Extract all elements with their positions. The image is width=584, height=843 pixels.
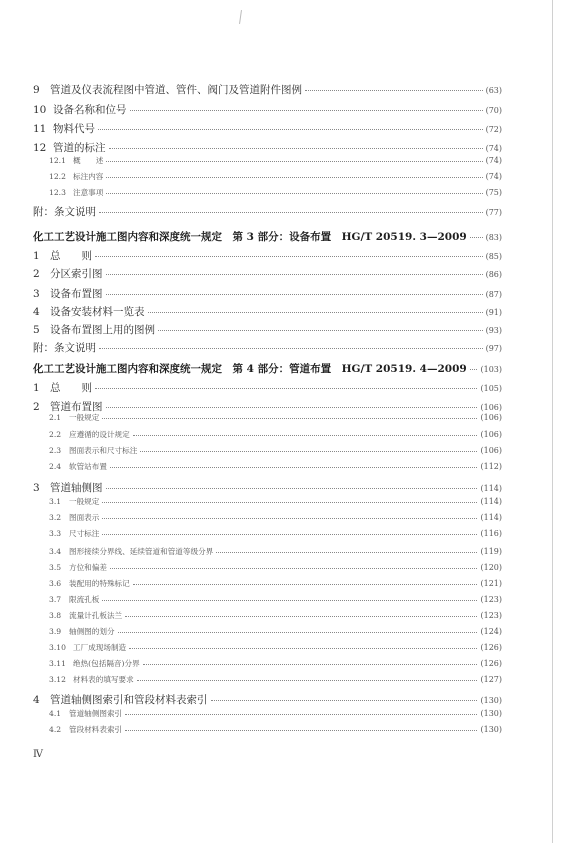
- toc-leader-dots: [133, 584, 478, 585]
- toc-row[interactable]: [33, 82, 502, 97]
- toc-page-number: (116): [480, 529, 502, 538]
- toc-leader-dots: [211, 700, 478, 701]
- toc-leader-dots: [216, 552, 477, 553]
- toc-leader-dots: [102, 600, 477, 601]
- toc-row[interactable]: [49, 708, 502, 719]
- toc-leader-dots: [109, 148, 483, 149]
- toc-row[interactable]: [33, 304, 502, 319]
- toc-row[interactable]: [49, 187, 502, 198]
- toc-number: 2.2: [49, 430, 62, 439]
- toc-title: 设备安装材料一览表: [50, 306, 145, 318]
- toc-title: 管道轴侧图索引: [69, 709, 123, 718]
- toc-leader-dots: [140, 451, 477, 452]
- toc-page-number: (105): [480, 384, 502, 393]
- toc-leader-dots: [102, 502, 477, 503]
- toc-leader-dots: [148, 312, 483, 313]
- toc-number: 4: [33, 306, 40, 318]
- toc-title: 图面表示: [69, 513, 100, 522]
- toc-page-number: (86): [485, 270, 502, 279]
- toc-page-number: (106): [480, 413, 502, 422]
- toc-leader-dots: [137, 680, 478, 681]
- toc-page-number: (130): [480, 696, 502, 705]
- toc-number: 12.2: [49, 172, 66, 181]
- toc-page-number: (74): [485, 172, 502, 181]
- toc-row[interactable]: [33, 229, 502, 244]
- toc-leader-dots: [133, 435, 478, 436]
- toc-page-number: (121): [480, 579, 502, 588]
- toc-title: 限流孔板: [69, 595, 100, 604]
- toc-title: 材料表的填写要求: [73, 675, 134, 684]
- toc-leader-dots: [106, 193, 482, 194]
- toc-leader-dots: [95, 256, 483, 257]
- toc-row[interactable]: [49, 610, 502, 621]
- toc-row[interactable]: [33, 204, 502, 219]
- toc-number: 2: [33, 401, 40, 413]
- toc-page-number: (70): [485, 106, 502, 115]
- toc-leader-dots: [106, 177, 482, 178]
- toc-leader-dots: [102, 534, 477, 535]
- toc-number: 12.1: [49, 156, 66, 165]
- toc-page-number: (112): [480, 462, 502, 471]
- toc-title: 图面表示和尺寸标注: [69, 446, 138, 455]
- toc-row[interactable]: [33, 322, 502, 337]
- toc-page-number: (83): [485, 233, 502, 242]
- toc-title: 化工工艺设计施工图内容和深度统一规定 第 3 部分：设备布置 HG/T 20519. 3—2009: [33, 231, 467, 243]
- toc-page-number: (114): [480, 513, 502, 522]
- toc-row[interactable]: [49, 642, 502, 653]
- toc-number: 10: [33, 104, 47, 116]
- toc-title: 管道布置图: [50, 401, 103, 413]
- toc-number: 3.12: [49, 675, 66, 684]
- toc-title: 绝热(包括隔音)分界: [73, 659, 140, 668]
- toc-page-number: (106): [480, 446, 502, 455]
- toc-row[interactable]: [33, 102, 502, 117]
- toc-title: 尺寸标注: [69, 529, 100, 538]
- toc-page-number: (130): [480, 725, 502, 734]
- toc-number: 2.3: [49, 446, 62, 455]
- toc-title: 方位和偏差: [69, 563, 107, 572]
- toc-leader-dots: [99, 212, 483, 213]
- toc-title: 设备布置图: [50, 288, 103, 300]
- toc-row[interactable]: [49, 512, 502, 523]
- toc-number: 3: [33, 288, 40, 300]
- toc-row[interactable]: [49, 528, 502, 539]
- toc-number: 3.5: [49, 563, 62, 572]
- toc-title: 管道轴侧图索引和管段材料表索引: [50, 694, 208, 706]
- toc-leader-dots: [110, 467, 478, 468]
- toc-title: 图形接续分界线、延续管道和管道等级分界: [69, 547, 214, 556]
- toc-title: 装配用的特殊标记: [69, 579, 130, 588]
- toc-title: 设备名称和位号: [53, 104, 127, 116]
- toc-title: 标注内容: [73, 172, 104, 181]
- toc-row[interactable]: [49, 429, 502, 440]
- toc-number: 3.7: [49, 595, 62, 604]
- toc-number: 3.2: [49, 513, 62, 522]
- toc-page-number: (63): [485, 86, 502, 95]
- toc-number: 1: [33, 250, 40, 262]
- toc-row[interactable]: [49, 626, 502, 637]
- toc-row[interactable]: [49, 496, 502, 507]
- toc-row[interactable]: [49, 546, 502, 557]
- toc-title: 总 则: [50, 250, 92, 262]
- toc-number: 9: [33, 84, 40, 96]
- toc-page-number: (74): [485, 144, 502, 153]
- toc-page-number: (124): [480, 627, 502, 636]
- toc-row[interactable]: [49, 724, 502, 735]
- toc-row[interactable]: [49, 171, 502, 182]
- toc-title: 流量计孔板法兰: [69, 611, 123, 620]
- toc-leader-dots: [125, 730, 477, 731]
- toc-title: 一般规定: [69, 413, 100, 422]
- toc-title: 一般规定: [69, 497, 100, 506]
- toc-row[interactable]: [33, 480, 502, 495]
- toc-page-number: (93): [485, 326, 502, 335]
- toc-number: 3.1: [49, 497, 62, 506]
- toc-number: 3.3: [49, 529, 62, 538]
- toc-page-number: (72): [485, 125, 502, 134]
- toc-leader-dots: [143, 664, 478, 665]
- toc-leader-dots: [110, 568, 478, 569]
- toc-leader-dots: [102, 418, 477, 419]
- toc-title: 物料代号: [53, 123, 95, 135]
- toc-title: 应遵循的设计规定: [69, 430, 130, 439]
- toc-page-number: (103): [480, 365, 502, 374]
- toc-row[interactable]: [33, 380, 502, 395]
- toc-leader-dots: [305, 90, 483, 91]
- toc-number: 11: [33, 123, 47, 135]
- toc-number: 2.1: [49, 413, 62, 422]
- toc-number: 1: [33, 382, 40, 394]
- toc-row[interactable]: [33, 266, 502, 281]
- toc-page-number: (119): [480, 547, 502, 556]
- toc-row[interactable]: [49, 461, 502, 472]
- toc-title: 工厂成现场制造: [73, 643, 127, 652]
- toc-page-number: (127): [480, 675, 502, 684]
- page-number: Ⅳ: [33, 749, 43, 760]
- toc-title: 管道的标注: [53, 142, 106, 154]
- toc-title: 分区索引图: [50, 268, 103, 280]
- toc-leader-dots: [470, 369, 478, 370]
- toc-number: 2.4: [49, 462, 62, 471]
- toc-row[interactable]: [49, 412, 502, 423]
- toc-number: 5: [33, 324, 40, 336]
- toc-page-number: (123): [480, 595, 502, 604]
- toc-number: 12.3: [49, 188, 66, 197]
- toc-page-number: (91): [485, 308, 502, 317]
- toc-number: 3.4: [49, 547, 62, 556]
- toc-row[interactable]: [49, 658, 502, 669]
- toc-row[interactable]: [49, 155, 502, 166]
- toc-number: 3.10: [49, 643, 66, 652]
- toc-row[interactable]: [49, 578, 502, 589]
- toc-page-number: (114): [480, 484, 502, 493]
- toc-page-number: (126): [480, 659, 502, 668]
- toc-number: 4.1: [49, 709, 62, 718]
- toc-title: 管道及仪表流程图中管道、管件、阀门及管道附件图例: [50, 84, 302, 96]
- toc-page-number: (74): [485, 156, 502, 165]
- toc-number: 4.2: [49, 725, 62, 734]
- toc-row[interactable]: [33, 340, 502, 355]
- toc-title: 总 则: [50, 382, 92, 394]
- toc-leader-dots: [130, 110, 483, 111]
- toc-leader-dots: [106, 161, 482, 162]
- toc-row[interactable]: [33, 692, 502, 707]
- toc-page-number: (77): [485, 208, 502, 217]
- toc-page-number: (114): [480, 497, 502, 506]
- toc-title: 管段材料表索引: [69, 725, 123, 734]
- toc-number: 3.6: [49, 579, 62, 588]
- toc-title: 轴侧图的划分: [69, 627, 115, 636]
- toc-page-number: (106): [480, 403, 502, 412]
- toc-page-number: (75): [485, 188, 502, 197]
- toc-leader-dots: [106, 274, 483, 275]
- toc-title: 附：条文说明: [33, 342, 96, 354]
- toc-page-number: (87): [485, 290, 502, 299]
- toc-page-number: (106): [480, 430, 502, 439]
- toc-number: 3: [33, 482, 40, 494]
- toc-leader-dots: [125, 714, 477, 715]
- toc-leader-dots: [99, 348, 483, 349]
- toc-title: 软管站布置: [69, 462, 107, 471]
- toc-row[interactable]: [33, 361, 502, 376]
- toc-page-number: (97): [485, 344, 502, 353]
- toc-title: 化工工艺设计施工图内容和深度统一规定 第 4 部分：管道布置 HG/T 20519. 4—2009: [33, 363, 467, 375]
- toc-leader-dots: [106, 407, 478, 408]
- toc-row[interactable]: [49, 562, 502, 573]
- toc-leader-dots: [102, 518, 477, 519]
- toc-page-number: (130): [480, 709, 502, 718]
- toc-number: 3.9: [49, 627, 62, 636]
- toc-row[interactable]: [33, 121, 502, 136]
- toc-number: 12: [33, 142, 47, 154]
- toc-leader-dots: [98, 129, 483, 130]
- toc-page-number: (85): [485, 252, 502, 261]
- toc-row[interactable]: [33, 286, 502, 301]
- toc-title: 设备布置图上用的图例: [50, 324, 155, 336]
- toc-leader-dots: [129, 648, 477, 649]
- toc-leader-dots: [106, 488, 478, 489]
- toc-number: 3.11: [49, 659, 66, 668]
- toc-page-number: (120): [480, 563, 502, 572]
- toc-row[interactable]: [49, 674, 502, 685]
- toc-page-number: (126): [480, 643, 502, 652]
- toc-number: 4: [33, 694, 40, 706]
- toc-leader-dots: [118, 632, 478, 633]
- toc-title: 注意事项: [73, 188, 104, 197]
- toc-title: 附：条文说明: [33, 206, 96, 218]
- toc-row[interactable]: [33, 140, 502, 155]
- toc-leader-dots: [158, 330, 483, 331]
- toc-leader-dots: [470, 237, 483, 238]
- toc-title: 管道轴侧图: [50, 482, 103, 494]
- toc-title: 概 述: [73, 156, 104, 165]
- toc-row[interactable]: [49, 594, 502, 605]
- scan-mark: [239, 10, 242, 24]
- toc-number: 2: [33, 268, 40, 280]
- toc-row[interactable]: [49, 445, 502, 456]
- toc-number: 3.8: [49, 611, 62, 620]
- toc-leader-dots: [95, 388, 477, 389]
- toc-row[interactable]: [33, 248, 502, 263]
- toc-leader-dots: [125, 616, 477, 617]
- toc-leader-dots: [106, 294, 483, 295]
- toc-page-number: (123): [480, 611, 502, 620]
